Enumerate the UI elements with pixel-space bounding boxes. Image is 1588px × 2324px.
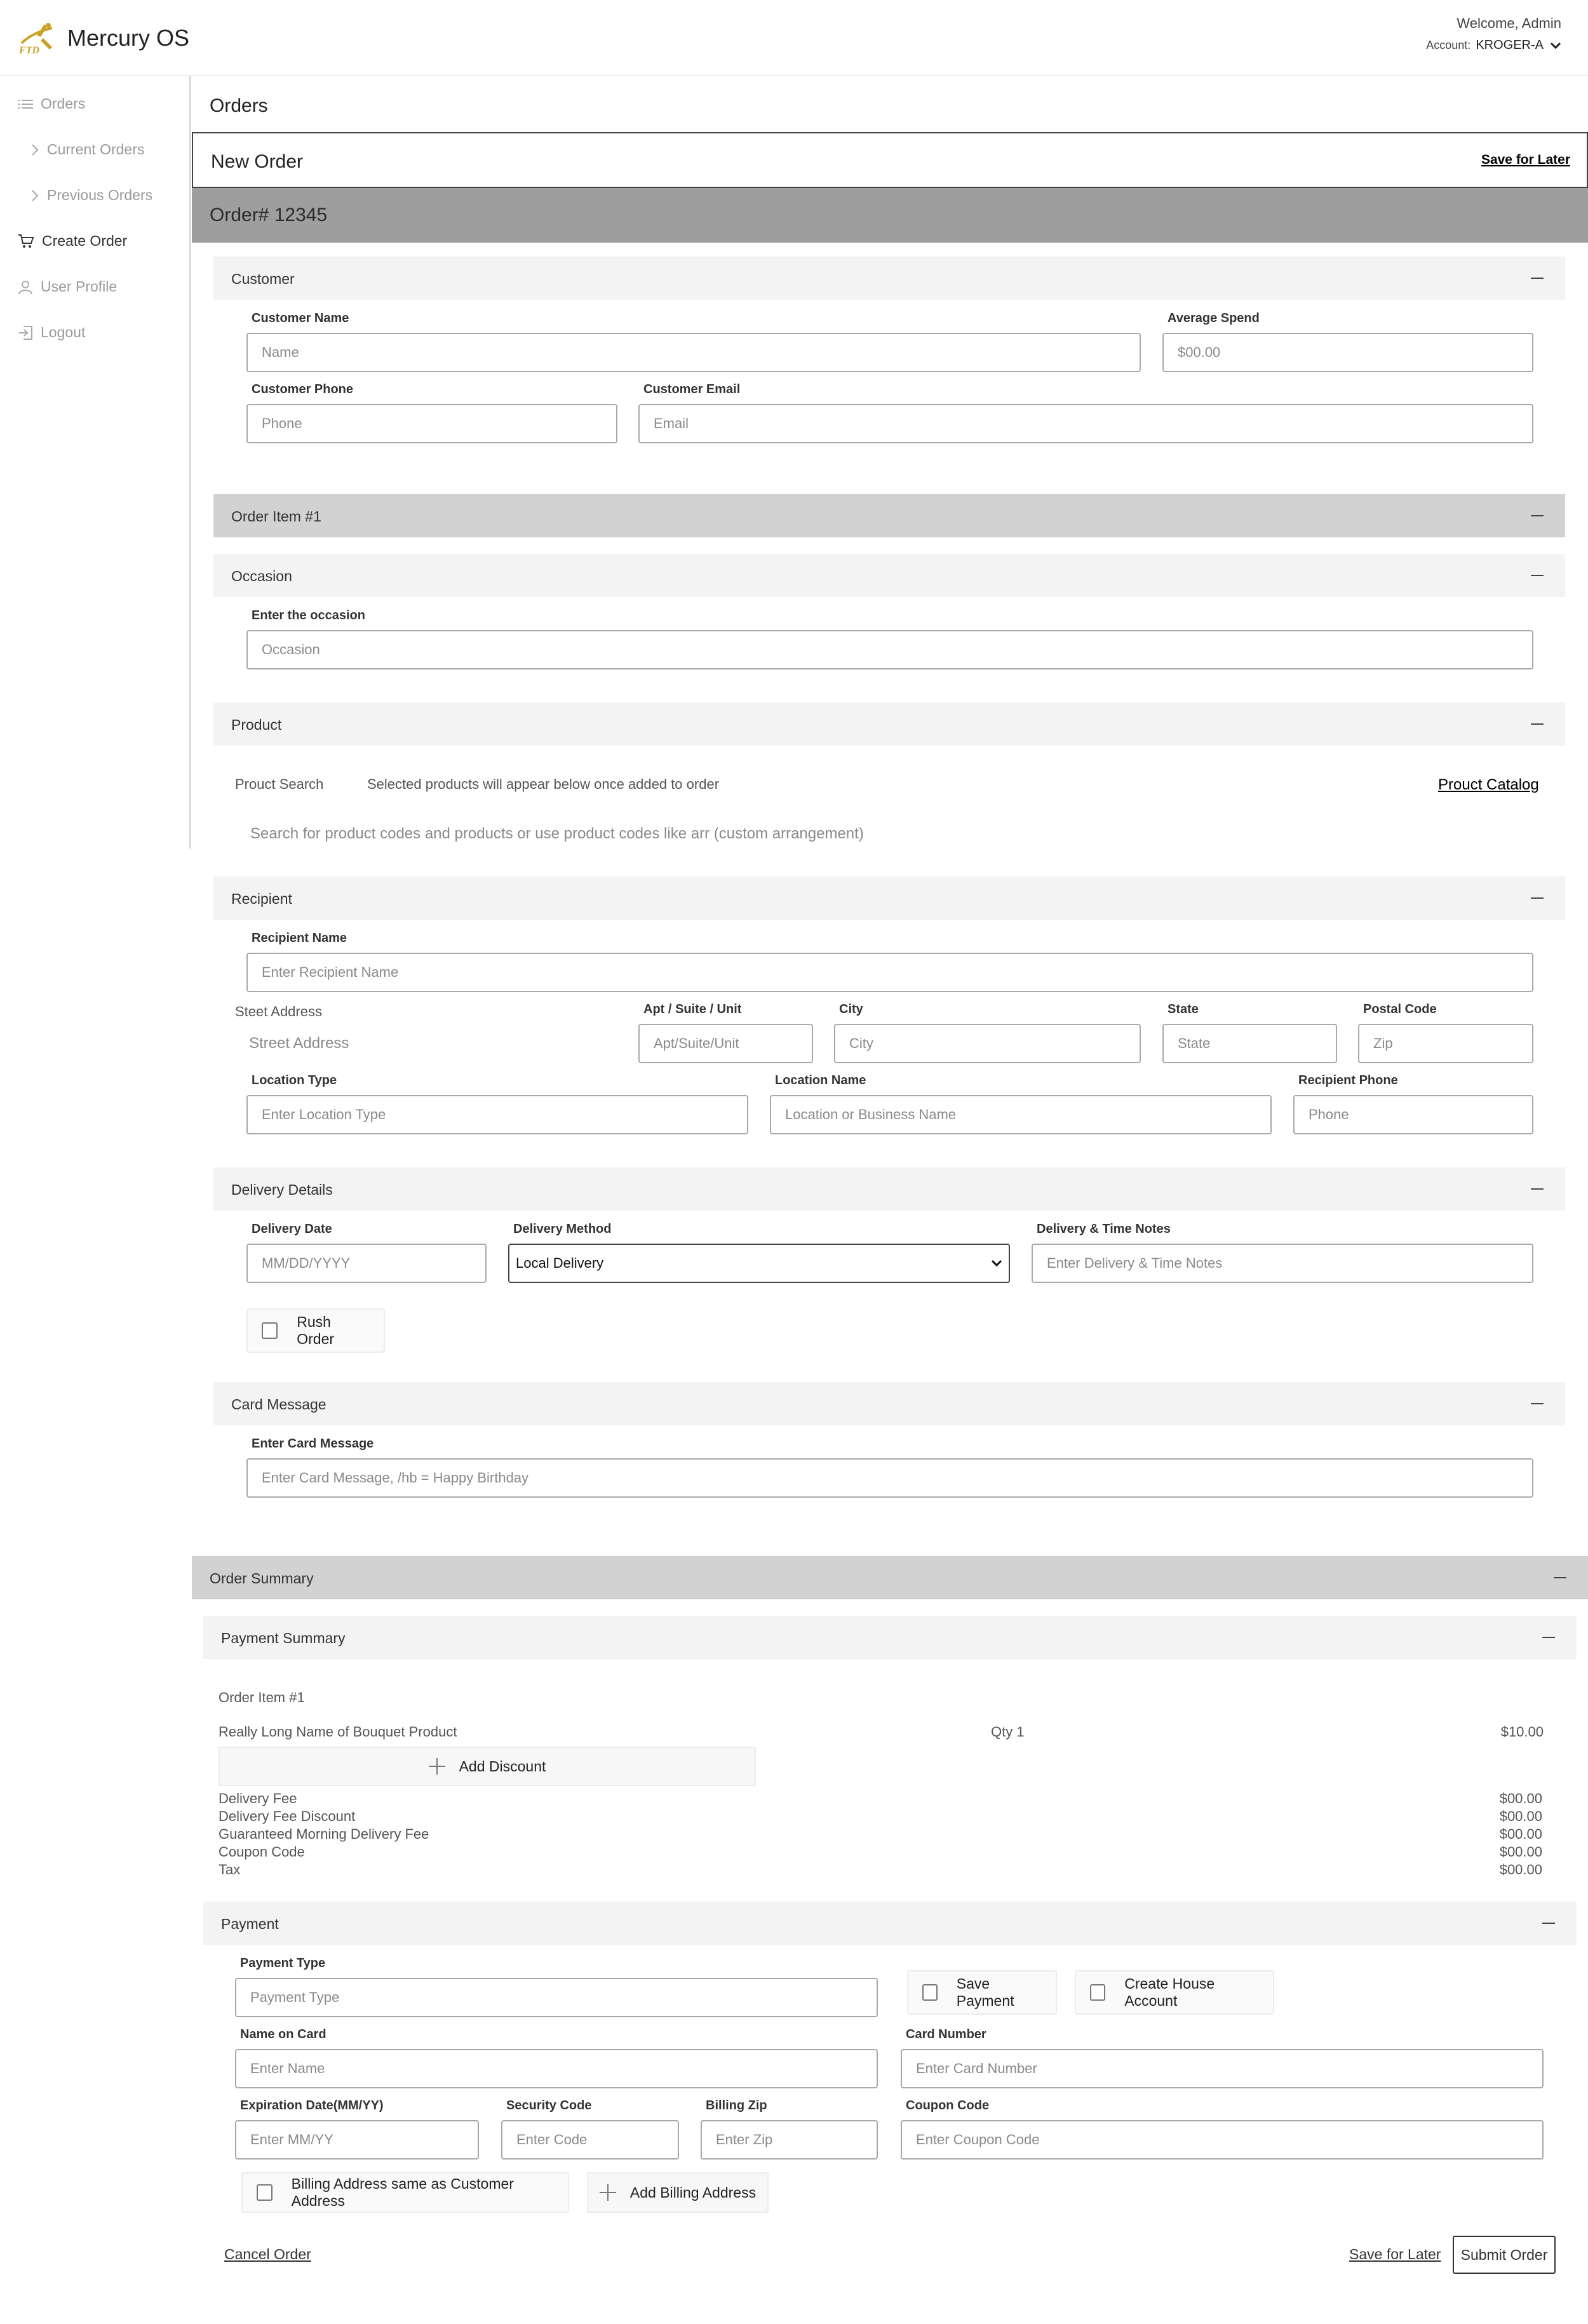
section-title: Payment (221, 1916, 279, 1932)
sidebar (0, 76, 191, 849)
coupon-code-label: Coupon Code (906, 2099, 990, 2112)
order-summary-section-header[interactable] (192, 1556, 1588, 1599)
summary-qty: Qty 1 (991, 1724, 1025, 1740)
sidebar-item-current-orders[interactable] (30, 141, 144, 158)
card-message-label: Enter Card Message (252, 1437, 374, 1451)
apt-label: Apt / Suite / Unit (643, 1002, 742, 1016)
delivery-date-input[interactable] (246, 1244, 487, 1283)
page-title: Orders (210, 95, 268, 116)
submit-order-button[interactable]: Submit Order (1453, 2236, 1556, 2274)
collapse-icon[interactable] (1542, 1923, 1555, 1924)
location-name-label: Location Name (775, 1073, 866, 1087)
section-title: Recipient (231, 890, 292, 907)
payment-summary-section-header[interactable] (203, 1616, 1577, 1659)
app-title: Mercury OS (67, 25, 190, 51)
account-selector[interactable] (1426, 38, 1561, 53)
logo-text: FTD (19, 45, 39, 55)
delivery-notes-input[interactable] (1032, 1244, 1533, 1283)
section-title: Order Summary (210, 1570, 314, 1587)
chevron-down-icon (1550, 41, 1561, 50)
customer-name-input[interactable] (246, 333, 1141, 372)
checkbox-box[interactable] (922, 1984, 938, 2001)
save-for-later-footer-link[interactable]: Save for Later (1349, 2246, 1441, 2262)
section-title: Delivery Details (231, 1181, 333, 1198)
create-house-account-checkbox[interactable] (1075, 1970, 1274, 2015)
postal-code-label: Postal Code (1363, 1002, 1437, 1016)
product-search-label: Prouct Search (235, 776, 324, 792)
section-title: Card Message (231, 1396, 326, 1413)
new-order-bar (192, 132, 1588, 188)
collapse-icon[interactable] (1531, 1403, 1544, 1404)
sidebar-item-orders[interactable] (18, 95, 85, 112)
section-title: Payment Summary (221, 1630, 346, 1646)
security-code-label: Security Code (506, 2099, 592, 2112)
section-title: Order Item #1 (231, 508, 321, 525)
add-discount-button[interactable] (219, 1747, 756, 1786)
billing-same-checkbox[interactable] (241, 2172, 569, 2213)
chevron-right-icon (30, 189, 39, 202)
top-header (0, 0, 1588, 76)
product-search-input[interactable] (235, 814, 1531, 854)
expiration-label: Expiration Date(MM/YY) (240, 2099, 384, 2112)
occasion-label: Enter the occasion (252, 608, 365, 622)
fee-label: Tax (219, 1862, 241, 1877)
new-order-title: New Order (211, 151, 304, 172)
fee-row (219, 1808, 1542, 1825)
location-type-label: Location Type (252, 1073, 337, 1087)
recipient-name-label: Recipient Name (252, 931, 347, 945)
sidebar-item-label: Current Orders (47, 141, 145, 158)
fee-row (219, 1790, 1542, 1808)
product-section-header[interactable] (213, 702, 1565, 746)
add-discount-label: Add Discount (459, 1757, 546, 1775)
collapse-icon[interactable] (1531, 278, 1544, 279)
product-hint: Selected products will appear below once added to order (367, 776, 720, 792)
cancel-order-link[interactable]: Cancel Order (224, 2246, 311, 2262)
delivery-method-select[interactable] (508, 1244, 1010, 1283)
save-payment-label: Save Payment (956, 1975, 1014, 2009)
sidebar-item-user-profile[interactable] (18, 278, 117, 295)
collapse-icon[interactable] (1531, 897, 1544, 899)
logout-icon (18, 325, 33, 340)
payment-section-header[interactable] (203, 1902, 1577, 1945)
save-for-later-link[interactable]: Save for Later (1481, 152, 1570, 167)
order-item-section-header[interactable] (213, 494, 1565, 537)
fee-list (219, 1790, 1542, 1879)
billing-zip-input[interactable] (701, 2120, 878, 2159)
collapse-icon[interactable] (1531, 1188, 1544, 1190)
user-icon (18, 279, 33, 295)
payment-type-label: Payment Type (240, 1956, 326, 1970)
welcome-text: Welcome, Admin (1457, 15, 1561, 31)
fee-value: $00.00 (1499, 1808, 1542, 1824)
delivery-section-header[interactable] (213, 1167, 1565, 1211)
recipient-phone-label: Recipient Phone (1298, 1073, 1398, 1087)
plus-icon (600, 2184, 616, 2201)
delivery-method-value: Local Delivery (516, 1255, 604, 1271)
delivery-notes-label: Delivery & Time Notes (1037, 1222, 1171, 1236)
chevron-down-icon (991, 1259, 1002, 1268)
fee-label: Coupon Code (219, 1844, 305, 1860)
sidebar-item-label: Create Order (42, 232, 128, 249)
checkbox-box[interactable] (1090, 1984, 1105, 2001)
customer-section-header[interactable] (213, 257, 1565, 300)
save-payment-checkbox[interactable] (907, 1970, 1057, 2015)
customer-email-label: Customer Email (643, 382, 741, 396)
customer-email-input[interactable] (638, 404, 1533, 443)
name-on-card-label: Name on Card (240, 2027, 326, 2041)
city-input[interactable] (834, 1024, 1141, 1063)
fee-value: $00.00 (1499, 1790, 1542, 1806)
sidebar-item-label: User Profile (41, 278, 118, 295)
section-title: Occasion (231, 568, 292, 584)
postal-code-input[interactable] (1358, 1024, 1533, 1063)
billing-same-label: Billing Address same as Customer Address (291, 2175, 514, 2209)
street-address-input[interactable] (235, 1024, 616, 1063)
street-address-label: Steet Address (235, 1004, 322, 1019)
fee-row (219, 1861, 1542, 1879)
account-label: Account: (1426, 39, 1471, 51)
section-title: Customer (231, 271, 295, 287)
collapse-icon[interactable] (1531, 515, 1544, 516)
customer-phone-label: Customer Phone (252, 382, 354, 396)
plus-icon (429, 1758, 445, 1775)
sidebar-item-label: Orders (41, 95, 86, 112)
payment-type-input[interactable] (235, 1978, 878, 2017)
sidebar-item-create-order[interactable] (18, 232, 127, 250)
delivery-date-label: Delivery Date (252, 1222, 332, 1236)
checkbox-box[interactable] (262, 1322, 278, 1339)
cart-icon (18, 234, 34, 249)
collapse-icon[interactable] (1542, 1637, 1555, 1638)
name-on-card-input[interactable] (235, 2049, 878, 2088)
fee-row (219, 1825, 1542, 1843)
card-message-section-header[interactable] (213, 1382, 1565, 1425)
collapse-icon[interactable] (1531, 575, 1544, 576)
collapse-icon[interactable] (1531, 723, 1544, 725)
state-input[interactable] (1162, 1024, 1337, 1063)
recipient-section-header[interactable] (213, 877, 1565, 920)
fee-value: $00.00 (1499, 1844, 1542, 1860)
recipient-phone-input[interactable] (1293, 1095, 1533, 1134)
fee-row (219, 1843, 1542, 1861)
fee-label: Delivery Fee (219, 1790, 297, 1806)
billing-zip-label: Billing Zip (706, 2099, 767, 2112)
chevron-right-icon (30, 144, 39, 156)
fee-value: $00.00 (1499, 1826, 1542, 1842)
order-number: Order# 12345 (210, 205, 328, 225)
add-billing-address-button[interactable] (587, 2172, 769, 2213)
brand[interactable] (18, 22, 189, 55)
rush-order-label: Rush Order (297, 1313, 335, 1347)
customer-phone-input[interactable] (246, 404, 617, 443)
recipient-name-input[interactable] (246, 953, 1533, 992)
location-type-input[interactable] (246, 1095, 748, 1134)
fee-value: $00.00 (1499, 1862, 1542, 1877)
rush-order-checkbox[interactable] (246, 1308, 385, 1353)
product-catalog-link[interactable]: Prouct Catalog (1438, 776, 1539, 793)
expiration-input[interactable] (235, 2120, 479, 2159)
fee-label: Delivery Fee Discount (219, 1808, 356, 1824)
collapse-icon[interactable] (1554, 1577, 1566, 1578)
card-number-input[interactable] (901, 2049, 1544, 2088)
account-value: KROGER-A (1476, 38, 1544, 52)
coupon-code-input[interactable] (901, 2120, 1544, 2159)
section-title: Product (231, 716, 282, 733)
summary-price: $10.00 (1500, 1724, 1544, 1740)
summary-product-name: Really Long Name of Bouquet Product (219, 1724, 457, 1740)
sidebar-item-label: Logout (41, 324, 86, 340)
ftd-mercury-logo-icon (18, 22, 56, 55)
delivery-method-label: Delivery Method (513, 1222, 612, 1236)
card-number-label: Card Number (906, 2027, 986, 2041)
sidebar-item-previous-orders[interactable] (30, 187, 152, 204)
customer-name-label: Customer Name (252, 311, 349, 325)
checkbox-box[interactable] (257, 2184, 273, 2201)
occasion-section-header[interactable] (213, 554, 1565, 597)
sidebar-item-logout[interactable] (18, 324, 85, 341)
summary-item-heading: Order Item #1 (219, 1689, 305, 1705)
apt-input[interactable] (638, 1024, 813, 1063)
sidebar-item-label: Previous Orders (47, 187, 153, 203)
list-icon (18, 98, 33, 110)
state-label: State (1167, 1002, 1199, 1016)
card-message-input[interactable] (246, 1458, 1533, 1498)
fee-label: Guaranteed Morning Delivery Fee (219, 1826, 429, 1842)
location-name-input[interactable] (770, 1095, 1272, 1134)
city-label: City (839, 1002, 863, 1016)
average-spend-input[interactable] (1162, 333, 1533, 372)
security-code-input[interactable] (501, 2120, 679, 2159)
average-spend-label: Average Spend (1167, 311, 1260, 325)
occasion-input[interactable] (246, 630, 1533, 669)
create-house-account-label: Create House Account (1124, 1975, 1215, 2009)
add-billing-address-label: Add Billing Address (629, 2184, 757, 2201)
order-number-bar (192, 188, 1588, 243)
